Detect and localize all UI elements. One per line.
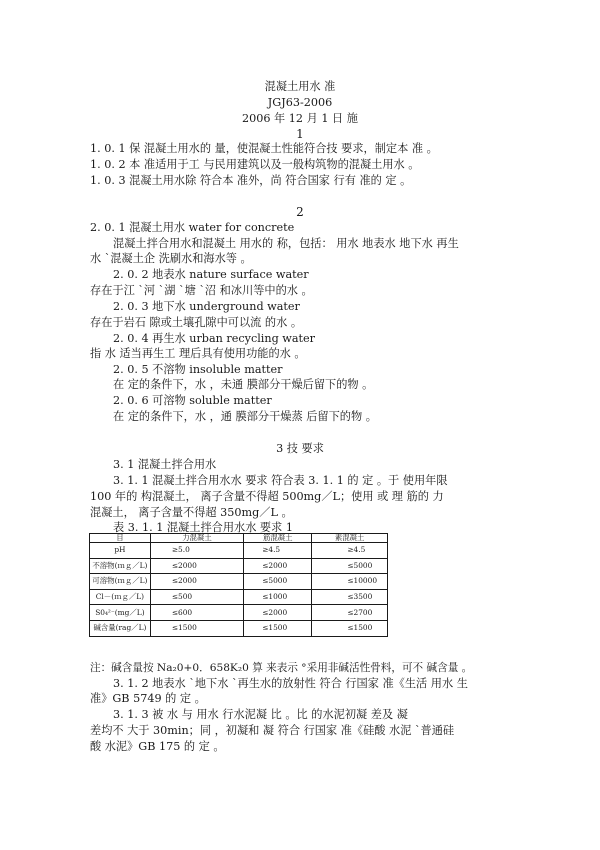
table-row <box>90 620 388 636</box>
table-cell: ≤2000 <box>150 574 243 590</box>
table-cell: ≤500 <box>150 589 243 605</box>
section-3-heading: 3 技 要求 <box>276 442 324 455</box>
clause-2-0-3: 2. 0. 3 地下水 underground water <box>113 300 300 313</box>
text-line: 存在于江 `河 `湖 `塘 `沼 和冰川等中的水 。 <box>90 284 313 297</box>
table-header-cell: 力混凝土 <box>150 534 243 543</box>
table-cell: ≤5000 <box>312 558 388 574</box>
text-line: 准》GB 5749 的 定 。 <box>90 692 206 705</box>
table-cell: ≤2000 <box>244 605 312 621</box>
table-cell: ≤1500 <box>150 620 243 636</box>
table-cell: ≤600 <box>150 605 243 621</box>
table-row <box>90 543 388 559</box>
clause-1-0-1: 1. 0. 1 保 混凝土用水的 量，使混凝土性能符合技 要求，制定本 准 。 <box>90 142 438 155</box>
text-line: 100 年的 构混凝土， 离子含量不得超 500mg／L；使用 或 理 筋的 力 <box>90 490 444 503</box>
doc-title: 混凝土用水 准 <box>264 80 336 93</box>
text-line: 水 `混凝土企 洗刷水和海水等 。 <box>90 252 252 265</box>
text-line: 在 定的条件下，水 ，通 膜部分干燥蒸 后留下的物 。 <box>113 410 377 423</box>
text-line: 存在于岩石 隙或土壤孔隙中可以流 的水 。 <box>90 316 303 329</box>
table-row <box>90 605 388 621</box>
section-1-number: 1 <box>296 127 304 141</box>
table-cell: ≤10000 <box>312 574 388 590</box>
clause-3-1-3: 3. 1. 3 被 水 与 用水 行水泥凝 比 。比 的水泥初凝 差及 凝 <box>113 708 408 721</box>
text-line: 酸 水泥》GB 175 的 定 。 <box>90 740 225 753</box>
clause-2-0-4: 2. 0. 4 再生水 urban recycling water <box>113 332 316 345</box>
text-line: 差均不 大于 30min；同 ，初凝和 凝 符合 行国家 准《硅酸 水泥 `普通硅 <box>90 724 455 737</box>
table-cell: ≤1500 <box>312 620 388 636</box>
text-line: 混凝土， 离子含量不得超 350mg／L 。 <box>90 506 293 519</box>
table-note: 注：碱含量按 Na₂0+0．658K₂0 算 来表示 °采用非碱活性骨料，可不 碱含量 。 <box>90 662 473 674</box>
clause-3-1: 3. 1 混凝土拌合用水 <box>113 458 217 471</box>
table-row <box>90 574 388 590</box>
table-cell: pH <box>90 543 151 559</box>
clause-3-1-1: 3. 1. 1 混凝土拌合用水水 要求 符合表 3. 1. 1 的 定 。于 使用年限 <box>113 474 448 487</box>
table-cell: ≤5000 <box>244 574 312 590</box>
doc-date: 2006 年 12 月 1 日 施 <box>242 112 358 125</box>
table-header-cell: 筋混凝土 <box>244 534 312 543</box>
table-cell: ≥5.0 <box>150 543 243 559</box>
clause-1-0-2: 1. 0. 2 本 准适用于工 与民用建筑以及一般构筑物的混凝土用水 。 <box>90 158 420 171</box>
clause-3-1-2: 3. 1. 2 地表水 `地下水 `再生水的放射性 符合 行国家 准《生活 用水 生 <box>113 677 468 690</box>
clause-2-0-1: 2. 0. 1 混凝土用水 water for concrete <box>90 221 295 234</box>
table-caption: 表 3. 1. 1 混凝土拌合用水水 要求 1 <box>113 521 293 534</box>
table-cell: ≤1000 <box>244 589 312 605</box>
table-header-row <box>90 534 388 543</box>
doc-code: JGJ63-2006 <box>267 96 333 109</box>
clause-2-0-5: 2. 0. 5 不溶物 insoluble matter <box>113 363 283 376</box>
clause-1-0-3: 1. 0. 3 混凝土用水除 符合本 准外，尚 符合国家 行有 准的 定 。 <box>90 174 412 187</box>
table-cell: ≤3500 <box>312 589 388 605</box>
table-cell: 不溶物(ｍｇ／L) <box>90 558 151 574</box>
water-quality-table <box>89 533 388 637</box>
table-cell: ≥4.5 <box>244 543 312 559</box>
clause-2-0-2: 2. 0. 2 地表水 nature surface water <box>113 268 309 281</box>
table-cell: ≤2700 <box>312 605 388 621</box>
table-row <box>90 558 388 574</box>
clause-2-0-6: 2. 0. 6 可溶物 soluble matter <box>113 394 272 407</box>
text-line: 混凝土拌合用水和混凝土 用水的 称，包括： 用水 地表水 地下水 再生 <box>113 237 459 250</box>
table-cell: ≥4.5 <box>312 543 388 559</box>
table-header-cell: 素混凝土 <box>312 534 388 543</box>
table-header-cell: 目 <box>90 534 151 543</box>
table-cell: Cl－(ｍｇ／L) <box>90 589 151 605</box>
table-cell: ≤2000 <box>244 558 312 574</box>
table-cell: 碱含量(rag／L) <box>90 620 151 636</box>
table-cell: 可溶物(ｍｇ／L) <box>90 574 151 590</box>
table-cell: ≤2000 <box>150 558 243 574</box>
table-row <box>90 589 388 605</box>
table-cell: S0₄²⁻(mg／L) <box>90 605 151 621</box>
text-line: 指 水 适当再生工 理后具有使用功能的水 。 <box>90 347 306 360</box>
table-cell: ≤1500 <box>244 620 312 636</box>
section-2-number: 2 <box>296 205 304 219</box>
text-line: 在 定的条件下，水 ，未通 膜部分干燥后留下的物 。 <box>113 378 374 391</box>
